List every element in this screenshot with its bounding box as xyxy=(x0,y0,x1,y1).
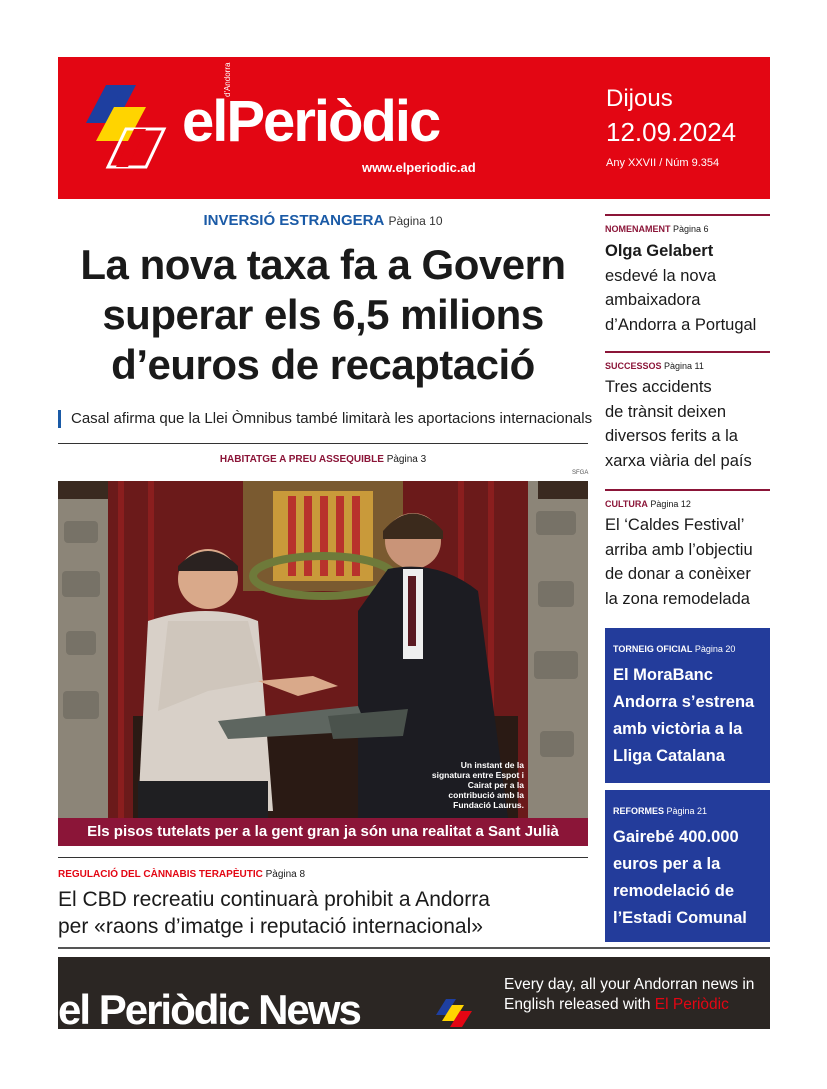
issue-date: 12.09.2024 xyxy=(606,117,737,147)
box-kicker: REFORMES Pàgina 21 xyxy=(613,806,708,816)
news-banner[interactable] xyxy=(58,957,770,1029)
news-line: English released with El Periòdic xyxy=(504,996,729,1013)
news-brand: El Periòdic xyxy=(654,996,729,1013)
lead-headline[interactable] xyxy=(58,240,588,390)
cbd-section: REGULACIÓ DEL CÀNNABIS TERAPÈUTIC xyxy=(58,869,263,880)
logo-wordmark: elPeriòdic xyxy=(182,89,440,154)
lead-headline-line: superar els 6,5 milions xyxy=(102,291,544,338)
photo-page-ref: Pàgina 3 xyxy=(386,454,427,465)
lead-page-ref: Pàgina 10 xyxy=(388,214,443,228)
lead-kicker xyxy=(58,212,588,229)
box-story-torneig[interactable] xyxy=(605,628,770,783)
side-story-line: la zona remodelada xyxy=(605,589,750,608)
side-story-line: arriba amb l’objectiu xyxy=(605,540,753,559)
side-story-line: El ‘Caldes Festival’ xyxy=(605,516,745,534)
box-headline: El MoraBanc Andorra s’estrena amb victòria a la Lliga Catalana xyxy=(613,666,755,765)
divider xyxy=(58,443,588,444)
photo-section: HABITATGE A PREU ASSEQUIBLE xyxy=(219,454,384,465)
side-story-line: esdevé la nova xyxy=(605,266,716,285)
side-kicker: NOMENAMENT Pàgina 6 xyxy=(605,224,709,234)
box-story-reformes[interactable] xyxy=(605,790,770,942)
side-kicker: SUCCESSOS Pàgina 11 xyxy=(605,361,704,371)
cbd-headline[interactable] xyxy=(58,886,588,940)
section-rule xyxy=(605,351,770,353)
section-rule xyxy=(605,214,770,216)
news-banner-text xyxy=(504,975,754,1015)
cbd-kicker xyxy=(58,869,305,880)
news-line: Every day, all your Andorran news in xyxy=(504,976,755,993)
cbd-headline-line: El CBD recreatiu continuarà prohibit a Andorra xyxy=(58,888,490,911)
side-story-nomenament[interactable] xyxy=(605,239,775,337)
side-story-cultura[interactable] xyxy=(605,513,775,611)
box-kicker: TORNEIG OFICIAL Pàgina 20 xyxy=(613,644,736,654)
photo-headline[interactable]: Els pisos tutelats per a la gent gran ja són una realitat a Sant Julià xyxy=(58,818,588,846)
cbd-page-ref: Pàgina 8 xyxy=(265,869,306,880)
photo-caption: Un instant de la signatura entre Espot i Cairat per a la contribució amb la Fundació Laurus. xyxy=(431,760,524,810)
issue-number: Any XXVII / Núm 9.354 xyxy=(606,157,720,169)
side-story-line: diversos ferits a la xyxy=(605,427,738,445)
divider xyxy=(58,857,588,858)
section-rule xyxy=(605,489,770,491)
cbd-headline-line: per «raons d’imatge i reputació internacional» xyxy=(58,915,483,938)
issue-day: Dijous xyxy=(606,85,673,112)
side-kicker: CULTURA Pàgina 12 xyxy=(605,499,691,509)
andorra-flag-stripes-icon xyxy=(84,83,170,169)
side-story-line: d’Andorra a Portugal xyxy=(605,315,757,334)
side-story-line: de trànsit deixen xyxy=(605,402,727,421)
site-url[interactable]: www.elperiodic.ad xyxy=(362,160,476,175)
masthead xyxy=(58,57,770,199)
lead-headline-line: d’euros de recaptació xyxy=(111,341,535,388)
photo-credit: SFGA xyxy=(572,470,589,476)
lead-subheadline: Casal afirma que la Llei Òmnibus també limitarà les aportacions internacionals xyxy=(58,410,601,428)
side-story-line: Tres accidents xyxy=(605,378,712,396)
side-story-line: Olga Gelabert xyxy=(605,242,714,260)
divider xyxy=(58,947,770,949)
side-story-successos[interactable] xyxy=(605,375,775,473)
side-story-line: ambaixadora xyxy=(605,291,701,309)
side-story-line: xarxa viària del país xyxy=(605,451,752,470)
andorra-flag-stripes-icon xyxy=(436,997,476,1029)
lead-section: INVERSIÓ ESTRANGERA xyxy=(203,212,385,229)
logo-tagline: d'Andorra xyxy=(223,62,232,97)
box-headline: Gairebé 400.000 euros per a la remodelació de l’Estadi Comunal xyxy=(613,828,747,927)
side-story-line: de donar a conèixer xyxy=(605,565,751,583)
lead-headline-line: La nova taxa fa a Govern xyxy=(80,241,566,288)
photo-kicker xyxy=(58,454,588,465)
news-logo: el Periòdic News xyxy=(58,986,360,1029)
